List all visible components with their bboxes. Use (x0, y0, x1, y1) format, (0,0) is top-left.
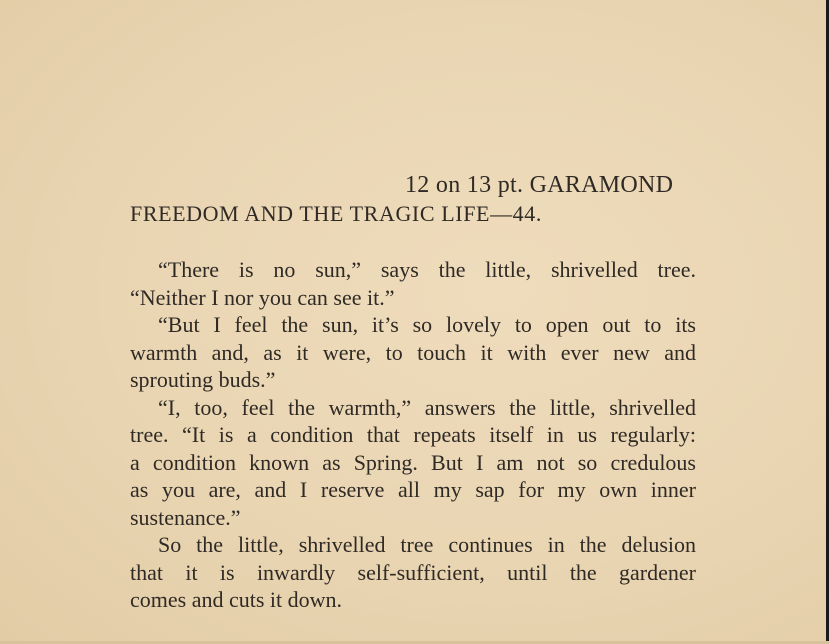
type-specification: 12 on 13 pt. GARAMOND (405, 172, 674, 198)
text-line: that it is inwardly self-sufficient, until the gardener (130, 559, 696, 585)
text-line: sprouting buds.” (130, 367, 276, 392)
text-line: “I, too, feel the warmth,” answers the little, shrivelled (158, 394, 696, 420)
text-line: sustenance.” (130, 504, 241, 530)
text-line: “Neither I nor you can see it.” (130, 284, 395, 310)
text-line: “There is no sun,” says the little, shrivelled tree. (158, 257, 696, 282)
text-line: So the little, shrivelled tree continues in the delusion (158, 532, 696, 557)
body-text (130, 256, 696, 614)
text-line: as you are, and I reserve all my sap for my own inner (130, 477, 696, 502)
text-line: “But I feel the sun, it’s so lovely to open out to its (158, 312, 696, 337)
text-line: a condition known as Spring. But I am not so credulous (130, 449, 696, 475)
text-line: comes and cuts it down. (130, 587, 343, 612)
page-heading: FREEDOM AND THE TRAGIC LIFE—44. (130, 201, 542, 226)
text-line: warmth and, as it were, to touch it with ever new and (130, 339, 696, 365)
text-line: tree. “It is a condition that repeats itself in us regularly: (130, 422, 696, 447)
